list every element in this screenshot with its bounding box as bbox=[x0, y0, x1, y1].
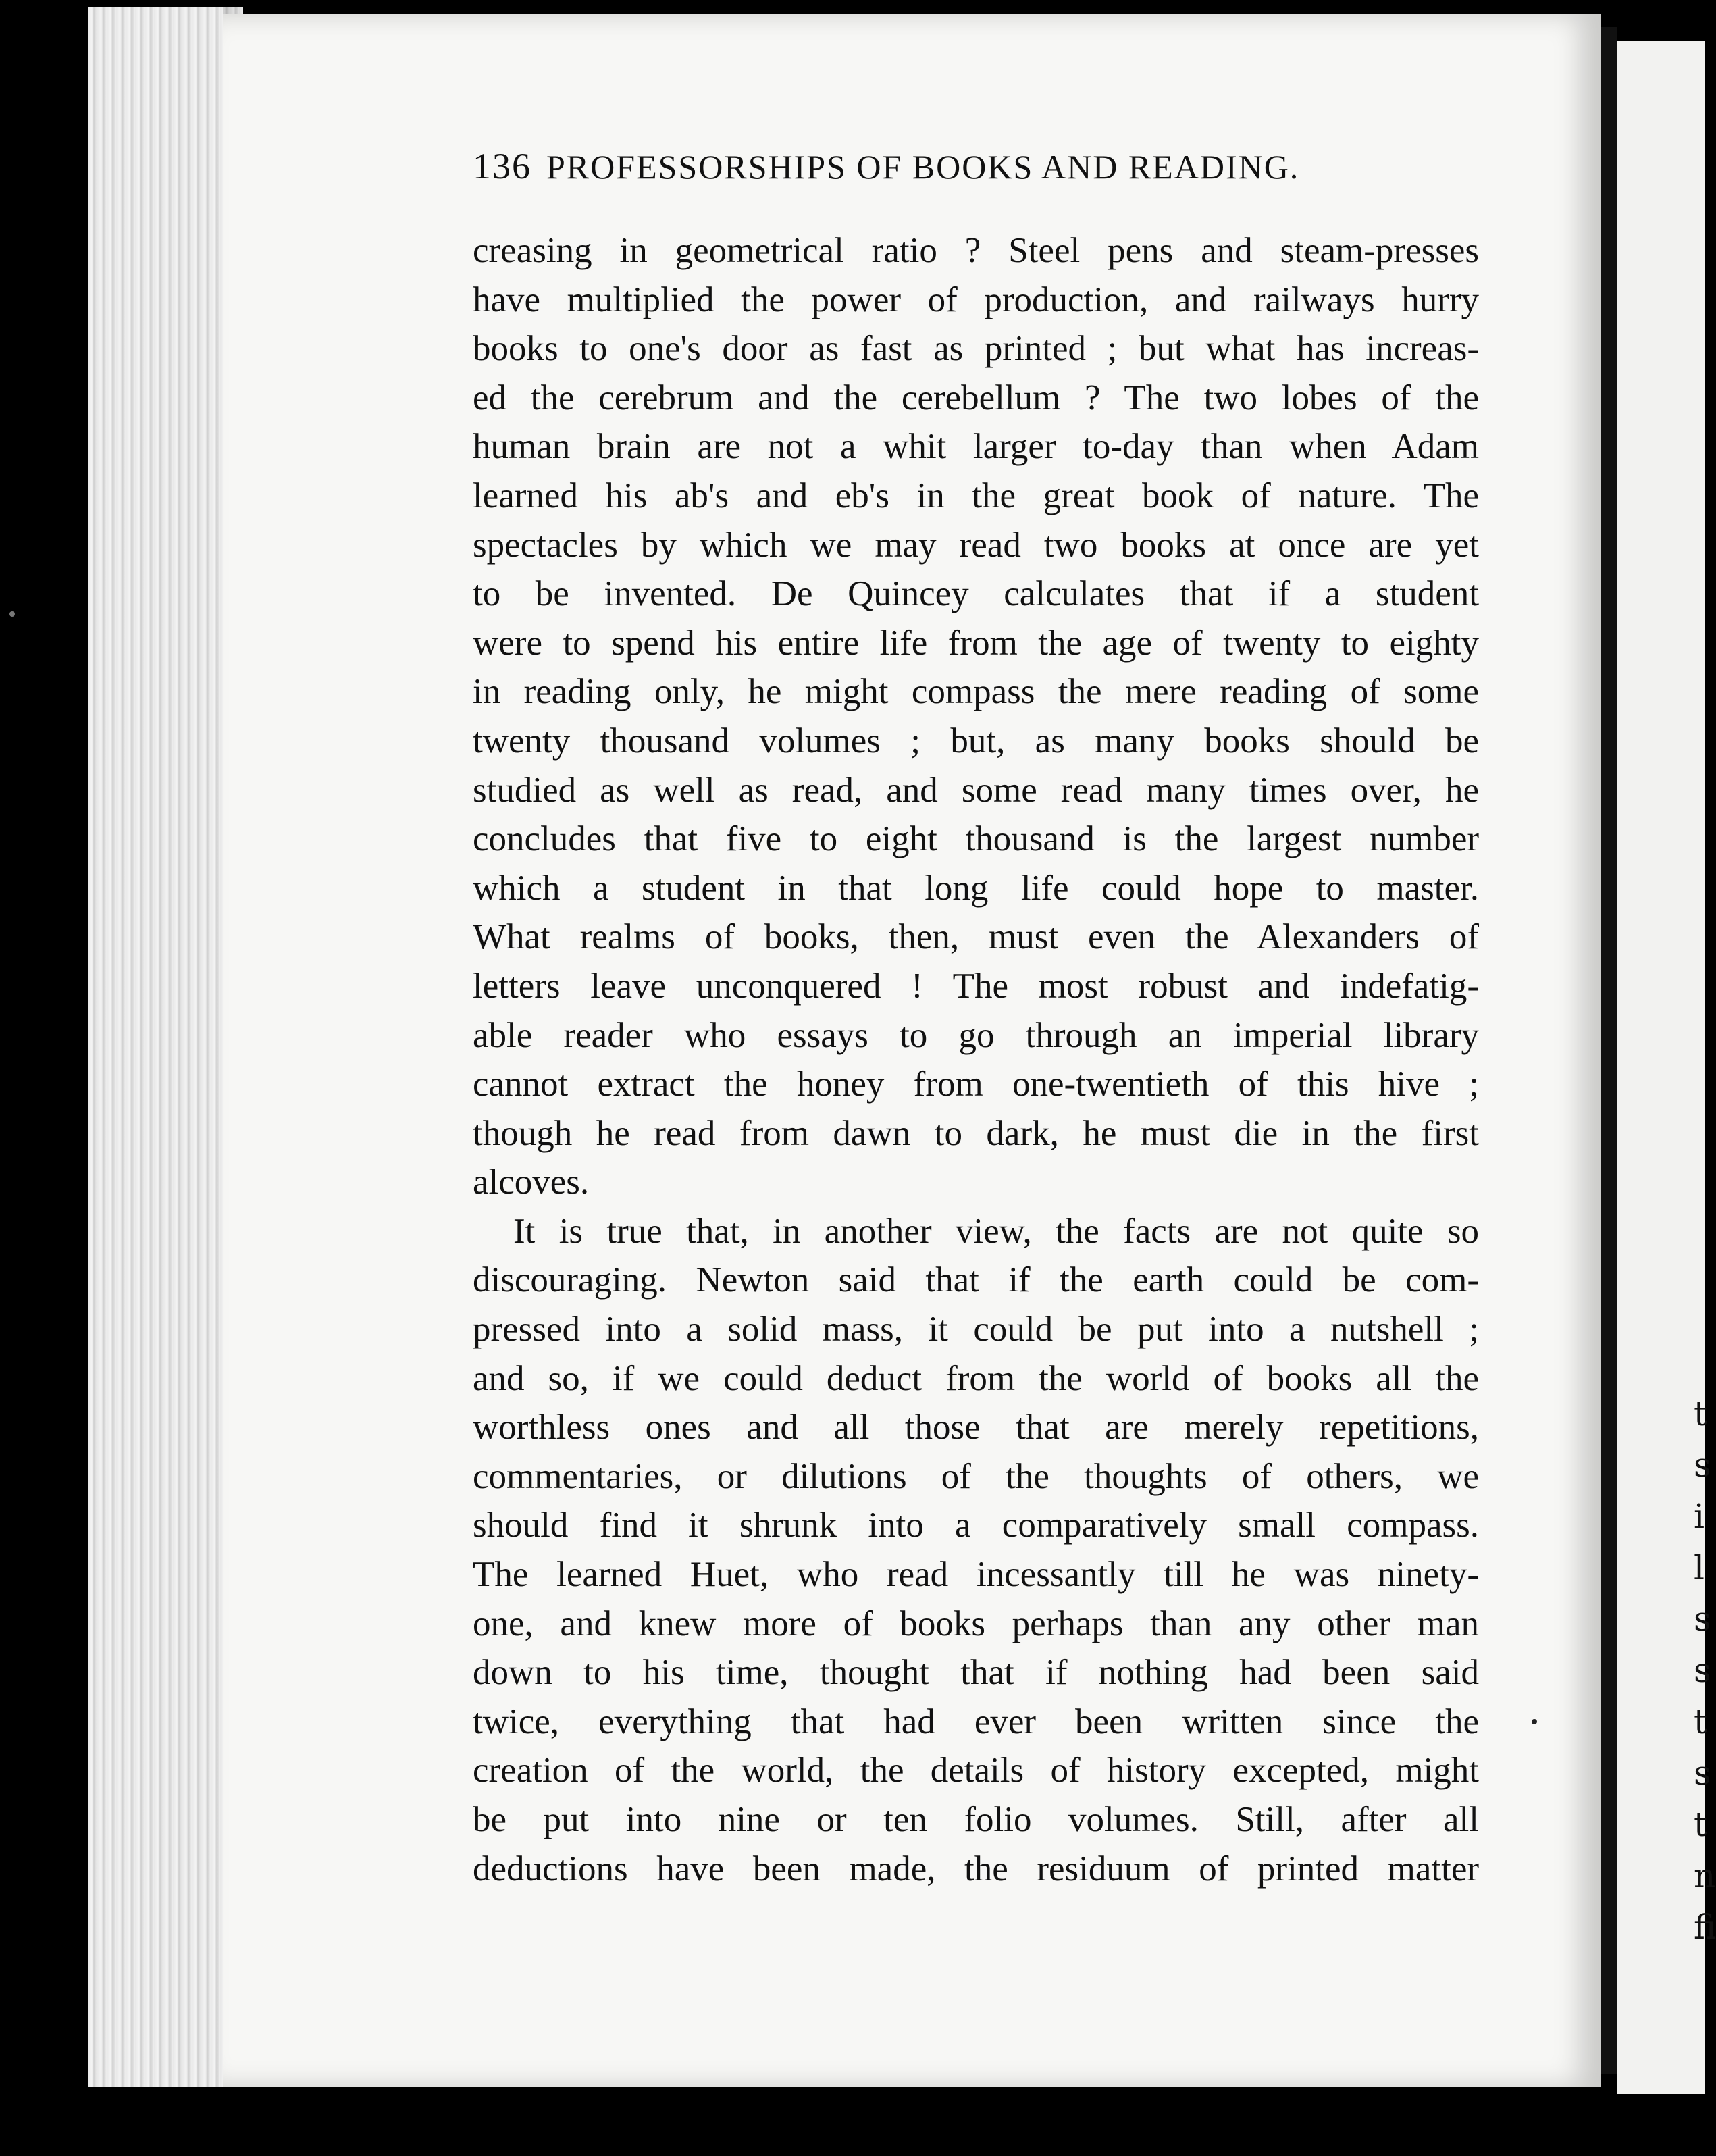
text-line: though he read from dawn to dark, he must die in the first bbox=[473, 1113, 1479, 1153]
text-line: ed the cerebrum and the cerebellum ? The two lobes of the bbox=[473, 378, 1479, 417]
text-line: discouraging. Newton said that if the earth could be com- bbox=[473, 1260, 1479, 1300]
text-line: What realms of books, then, must even the Alexanders of bbox=[473, 917, 1479, 957]
text-line: in reading only, he might compass the mere reading of some bbox=[473, 672, 1479, 712]
text-line: commentaries, or dilutions of the thoughts of others, we bbox=[473, 1456, 1479, 1496]
text-line: down to his time, thought that if nothing had been said bbox=[473, 1653, 1479, 1693]
text-line: should find it shrunk into a comparatively small compass. bbox=[473, 1506, 1479, 1545]
text-line: books to one's door as fast as printed ; but what has increas- bbox=[473, 329, 1479, 369]
paragraph-2 bbox=[473, 1207, 1479, 1893]
running-head bbox=[473, 145, 1425, 187]
text-line: The learned Huet, who read incessantly till he was ninety- bbox=[473, 1555, 1479, 1595]
text-line: to be invented. De Quincey calculates that if a student bbox=[473, 574, 1479, 614]
text-line: creation of the world, the details of history excepted, might bbox=[473, 1751, 1479, 1791]
facing-letter: s bbox=[1694, 1599, 1711, 1639]
text-line: have multiplied the power of production, and railways hurry bbox=[473, 280, 1479, 319]
text-line: studied as well as read, and some read many times over, he bbox=[473, 770, 1479, 810]
text-line: be put into nine or ten folio volumes. Still, after all bbox=[473, 1800, 1479, 1839]
text-line: concludes that five to eight thousand is the largest number bbox=[473, 819, 1479, 859]
facing-letter: n bbox=[1694, 1856, 1716, 1895]
text-line: learned his ab's and eb's in the great book of nature. The bbox=[473, 476, 1479, 515]
text-line: creasing in geometrical ratio ? Steel pens and steam-presses bbox=[473, 231, 1479, 270]
text-line: twenty thousand volumes ; but, as many books should be bbox=[473, 721, 1479, 761]
facing-letter: s bbox=[1694, 1445, 1711, 1485]
ink-speck bbox=[9, 611, 15, 617]
text-line: alcoves. bbox=[473, 1162, 590, 1202]
text-line: and so, if we could deduct from the world of books all the bbox=[473, 1358, 1479, 1398]
text-line: worthless ones and all those that are merely repetitions, bbox=[473, 1408, 1479, 1447]
text-line: were to spend his entire life from the age of twenty to eighty bbox=[473, 623, 1479, 663]
facing-letter: t bbox=[1694, 1394, 1708, 1433]
facing-letter: fi bbox=[1694, 1907, 1716, 1947]
ink-speck bbox=[1532, 1719, 1537, 1724]
text-line: which a student in that long life could hope to master. bbox=[473, 868, 1479, 908]
text-line: cannot extract the honey from one-twentieth of this hive ; bbox=[473, 1064, 1479, 1104]
paragraph-1 bbox=[473, 226, 1479, 1207]
body-text bbox=[473, 226, 1479, 1893]
text-line: It is true that, in another view, the facts are not quite so bbox=[513, 1211, 1479, 1251]
page-edges bbox=[88, 7, 243, 2087]
facing-page-letters bbox=[1694, 1388, 1716, 1953]
facing-letter: t bbox=[1694, 1805, 1708, 1844]
facing-letter: s bbox=[1694, 1651, 1711, 1690]
text-line: twice, everything that had ever been written since the bbox=[473, 1701, 1479, 1741]
text-line: spectacles by which we may read two books at once are yet bbox=[473, 525, 1479, 565]
text-line: one, and knew more of books perhaps than any other man bbox=[473, 1603, 1479, 1643]
gutter-shadow bbox=[1601, 27, 1617, 2074]
facing-letter: s bbox=[1694, 1753, 1711, 1793]
page-number: 136 bbox=[473, 146, 531, 186]
facing-letter: i bbox=[1694, 1497, 1705, 1536]
text-line: able reader who essays to go through an imperial library bbox=[473, 1015, 1479, 1055]
text-line: pressed into a solid mass, it could be put into a nutshell ; bbox=[473, 1310, 1479, 1350]
running-head-title: PROFESSORSHIPS OF BOOKS AND READING. bbox=[546, 148, 1300, 186]
facing-letter: t bbox=[1694, 1702, 1708, 1741]
text-line: deductions have been made, the residuum of printed matter bbox=[473, 1849, 1479, 1889]
facing-letter: l bbox=[1694, 1548, 1705, 1587]
text-line: human brain are not a whit larger to-day than when Adam bbox=[473, 427, 1479, 467]
text-line: letters leave unconquered ! The most robust and indefatig- bbox=[473, 966, 1479, 1006]
facing-page-edge bbox=[1617, 41, 1716, 2094]
